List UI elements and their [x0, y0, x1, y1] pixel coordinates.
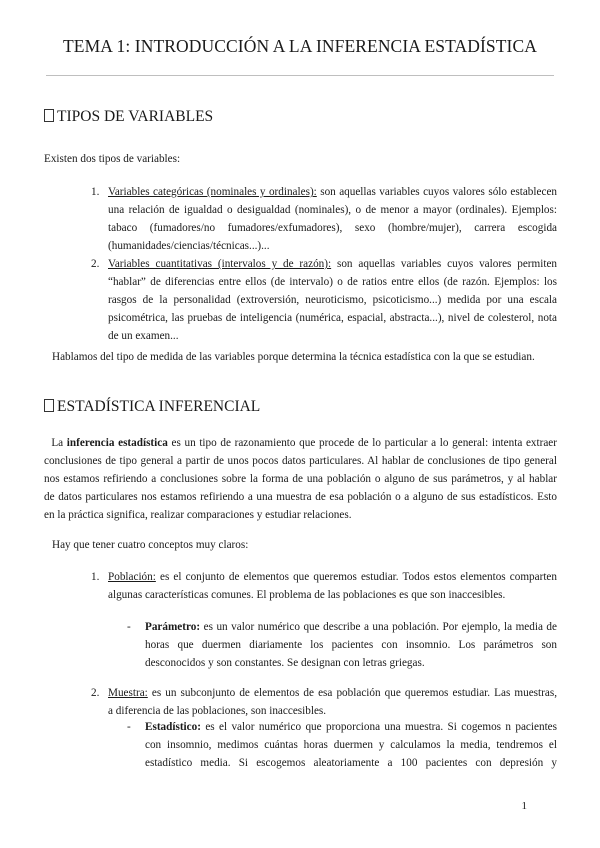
list-item-text: (humanidades/ciencias/técnicas...)...: [108, 240, 270, 252]
paragraph-text: es un tipo de razonamiento que procede de lo particular a lo general: intenta extraer: [167, 437, 557, 449]
concept-text: es el conjunto de elementos que queremos estudiar. Todos estos elementos comparten: [155, 571, 557, 583]
title-divider: [46, 75, 554, 76]
sub-item-text: es un valor numérico que describe a una población. Por ejemplo, la media de: [200, 621, 557, 633]
section-heading-text: ESTADÍSTICA INFERENCIAL: [57, 398, 261, 415]
concept-text: algunas características comunes. El problema de las poblaciones es que son inaccesibles.: [108, 589, 506, 601]
concept-text: es un subconjunto de elementos de esa población que queremos estudiar. Las muestras,: [147, 687, 557, 699]
missing-glyph-icon: [44, 399, 54, 412]
intro-text: Existen dos tipos de variables:: [44, 153, 181, 165]
concepts-intro: Hay que tener cuatro conceptos muy claros:: [52, 539, 249, 551]
section-heading-inferencial: [44, 398, 260, 416]
sub-item-estadistico: [145, 718, 557, 772]
list-number: 1.: [91, 571, 100, 583]
list-item-cuantitativas: [108, 255, 557, 345]
list-item-text: rasgos de la personalidad (extroversión, neuroticismo, psicoticismo...) medida por una escala: [108, 294, 557, 306]
list-number: 2.: [91, 687, 100, 699]
paragraph-text: nos estamos refiriendo a conclusiones sobre la forma de una población o alguno de sus parámetros, y al hablar: [44, 473, 557, 485]
list-item-term: Variables cuantitativas (intervalos y de razón):: [108, 258, 332, 270]
bold-term: inferencia estadística: [66, 437, 168, 449]
inferencia-paragraph: [44, 434, 557, 524]
sub-item-text: desconocidos y son constantes. Se designan con letras griegas.: [145, 657, 425, 669]
paragraph-text: en la práctica significa, realizar comparaciones y estudiar relaciones.: [44, 509, 352, 521]
sub-item-term: Estadístico:: [145, 721, 201, 733]
list-item-text: son aquellas variables cuyos valores sólo establecen: [316, 186, 557, 198]
concept-term: Población:: [108, 571, 156, 583]
sub-item-text: es el valor numérico que proporciona una muestra. Si cogemos n pacientes: [200, 721, 557, 733]
list-item-text: psicométrica, las pruebas de inteligencia (numérica, espacial, abstracta...), nivel de colesterol, nota: [108, 312, 557, 324]
list-number: 1.: [91, 186, 100, 198]
paragraph-text: La: [51, 437, 67, 449]
sub-item-text: con insomnio, medimos cuántas horas duermen y calculamos la media, tendremos el: [145, 739, 557, 751]
sub-item-text: estadístico media. Si escogemos aleatoriamente a 100 pacientes con depresión y: [145, 757, 557, 769]
concept-text: a diferencia de las poblaciones, son inaccesibles.: [108, 705, 327, 717]
list-number: 2.: [91, 258, 100, 270]
paragraph-text: conclusiones de tipo general a partir de unos pocos datos particulares. Al hablar de conclusiones de tipo general: [44, 455, 557, 467]
list-item-text: una relación de igualdad o desigualdad (nominales), o de menor a mayor (ordinales). Ejemplos:: [108, 204, 557, 216]
sub-item-parametro: [145, 618, 557, 672]
paragraph-text: de datos particulares nos estamos refiriendo a una muestra de esa población o a alguno de sus estadísticos. Esto: [44, 491, 557, 503]
sub-item-term: Parámetro:: [145, 621, 201, 633]
list-item-text: de un examen...: [108, 330, 179, 342]
concept-poblacion: [108, 568, 557, 604]
closing-text: Hablamos del tipo de medida de las variables porque determina la técnica estadística con la que se estudian.: [52, 351, 535, 363]
list-item-text: tabaco (fumadores/no fumadores/exfumadores), sexo (hombre/mujer), carrera escogida: [108, 222, 557, 234]
concept-term: Muestra:: [108, 687, 148, 699]
sub-item-dash: -: [127, 721, 131, 733]
list-item-term: Variables categóricas (nominales y ordinales):: [108, 186, 317, 198]
section-heading-text: TIPOS DE VARIABLES: [57, 108, 214, 125]
page-title: TEMA 1: INTRODUCCIÓN A LA INFERENCIA ESTADÍSTICA: [63, 36, 537, 56]
sub-item-text: horas que duermen diariamente los pacientes con insomnio. Los parámetros son: [145, 639, 557, 651]
list-item-text: son aquellas variables cuyos valores permiten: [331, 258, 558, 270]
section-heading-variables: [44, 108, 213, 126]
sub-item-dash: -: [127, 621, 131, 633]
page-number: 1: [521, 800, 527, 812]
concept-muestra: [108, 684, 557, 720]
list-item-categoricas: [108, 183, 557, 255]
list-item-text: “hablar” de diferencias entre ellos (de intervalo) o de ratios entre ellos (de razón. Ejemplos: los: [108, 276, 557, 288]
missing-glyph-icon: [44, 109, 54, 122]
